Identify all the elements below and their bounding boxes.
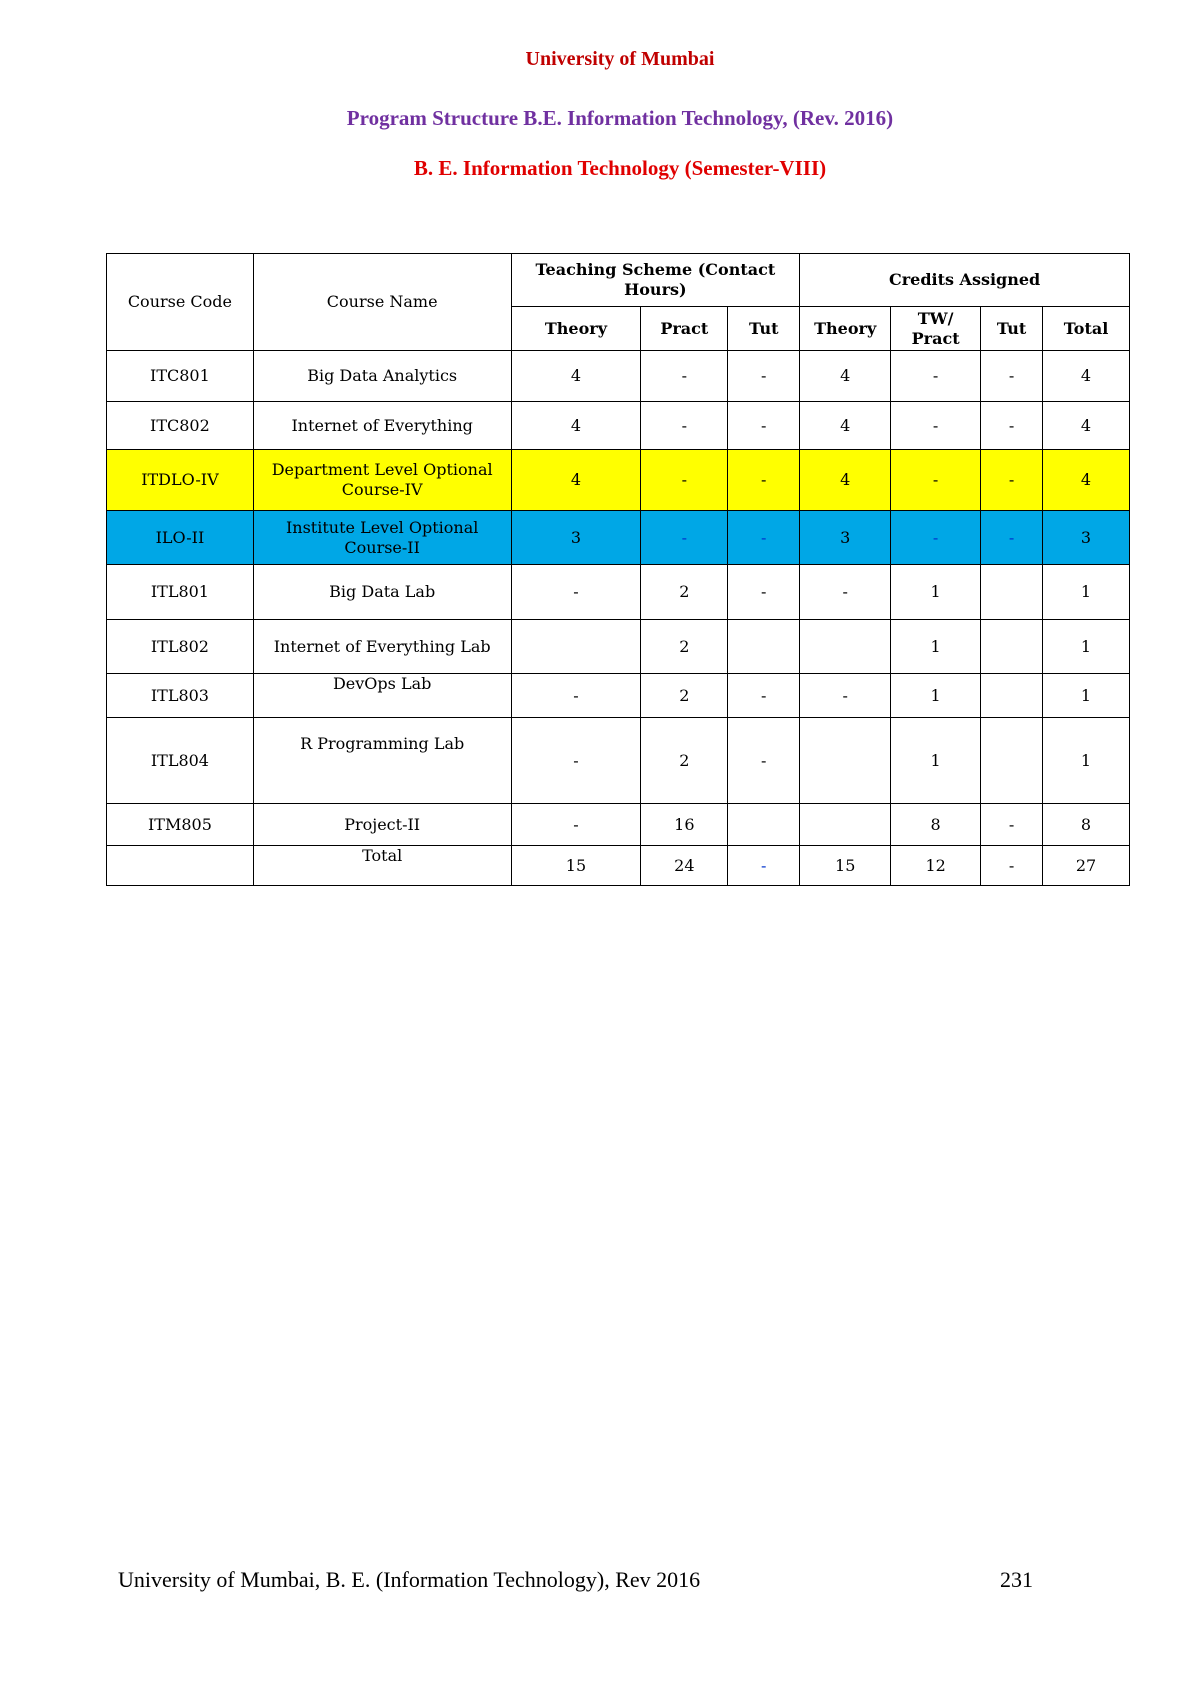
course-code: ITM805 [107, 804, 254, 846]
total-code [107, 846, 254, 886]
ts-tut: - [728, 565, 800, 620]
cr-theory-header: Theory [800, 307, 891, 351]
ts-pract-header: Pract [641, 307, 728, 351]
cr-theory: 4 [800, 450, 891, 511]
cr-theory: 4 [800, 351, 891, 402]
cr-twpract: 1 [891, 620, 981, 674]
cr-total: 4 [1043, 402, 1130, 450]
cr-twpract: - [891, 450, 981, 511]
ts-pract: - [641, 511, 728, 565]
cr-twpract: 1 [891, 565, 981, 620]
ts-theory: 4 [511, 450, 641, 511]
cr-theory: - [800, 565, 891, 620]
footer-text: University of Mumbai, B. E. (Information Technology), Rev 2016 [118, 1567, 701, 1592]
cr-total: 1 [1043, 620, 1130, 674]
course-name: DevOps Lab [253, 674, 511, 718]
ts-pract: 2 [641, 565, 728, 620]
ts-pract: 2 [641, 674, 728, 718]
ts-theory: - [511, 804, 641, 846]
table-row [107, 718, 1130, 804]
ts-tut: - [728, 511, 800, 565]
total-cr-theory: 15 [800, 846, 891, 886]
course-name: Big Data Lab [253, 565, 511, 620]
total-ts-pract: 24 [641, 846, 728, 886]
course-name: Project-II [253, 804, 511, 846]
ts-theory [511, 620, 641, 674]
course-scheme-table [106, 253, 1130, 886]
credits-assigned-header: Credits Assigned [800, 254, 1130, 307]
ts-pract: - [641, 351, 728, 402]
cr-tut [981, 565, 1043, 620]
cr-total: 4 [1043, 450, 1130, 511]
course-code: ITL803 [107, 674, 254, 718]
table-row [107, 804, 1130, 846]
course-name: Institute Level Optional Course-II [253, 511, 511, 565]
cr-theory [800, 718, 891, 804]
cr-tut: - [981, 402, 1043, 450]
university-title: University of Mumbai [525, 48, 715, 70]
cr-twpract-header: TW/ Pract [891, 307, 981, 351]
cr-tut: - [981, 351, 1043, 402]
table-row [107, 674, 1130, 718]
ts-tut: - [728, 351, 800, 402]
ts-theory: - [511, 565, 641, 620]
ts-theory: - [511, 718, 641, 804]
course-name: R Programming Lab [253, 718, 511, 804]
ts-tut-header: Tut [728, 307, 800, 351]
cr-tut [981, 620, 1043, 674]
cr-twpract: 1 [891, 718, 981, 804]
ts-tut: - [728, 402, 800, 450]
cr-tut-header: Tut [981, 307, 1043, 351]
cr-twpract: 1 [891, 674, 981, 718]
course-code-header: Course Code [107, 254, 254, 351]
cr-tut [981, 718, 1043, 804]
ts-tut: - [728, 674, 800, 718]
ts-pract: 2 [641, 718, 728, 804]
course-code: ITC802 [107, 402, 254, 450]
course-name: Big Data Analytics [253, 351, 511, 402]
cr-total: 1 [1043, 718, 1130, 804]
ts-pract: 16 [641, 804, 728, 846]
ts-tut [728, 804, 800, 846]
course-name-header: Course Name [253, 254, 511, 351]
cr-twpract: 8 [891, 804, 981, 846]
cr-twpract: - [891, 351, 981, 402]
ts-tut [728, 620, 800, 674]
total-ts-tut: - [728, 846, 800, 886]
page-number: 231 [1000, 1567, 1033, 1592]
ts-theory: 4 [511, 402, 641, 450]
table-row [107, 351, 1130, 402]
ts-pract: - [641, 402, 728, 450]
cr-total: 8 [1043, 804, 1130, 846]
table-header-row [107, 254, 1130, 307]
ts-theory: 4 [511, 351, 641, 402]
total-cr-tut: - [981, 846, 1043, 886]
total-label: Total [253, 846, 511, 886]
ts-theory: - [511, 674, 641, 718]
ts-tut: - [728, 718, 800, 804]
cr-total: 1 [1043, 565, 1130, 620]
semester-title: B. E. Information Technology (Semester-VIII) [413, 156, 827, 180]
ts-theory-header: Theory [511, 307, 641, 351]
course-name: Internet of Everything [253, 402, 511, 450]
table-total-row [107, 846, 1130, 886]
total-cr-total: 27 [1043, 846, 1130, 886]
course-code: ITC801 [107, 351, 254, 402]
course-code: ILO-II [107, 511, 254, 565]
cr-tut: - [981, 450, 1043, 511]
cr-total-header: Total [1043, 307, 1130, 351]
table-row [107, 620, 1130, 674]
cr-twpract: - [891, 402, 981, 450]
course-code: ITL804 [107, 718, 254, 804]
ts-tut: - [728, 450, 800, 511]
course-name: Department Level Optional Course-IV [253, 450, 511, 511]
cr-tut: - [981, 804, 1043, 846]
cr-total: 1 [1043, 674, 1130, 718]
table-row [107, 402, 1130, 450]
cr-tut [981, 674, 1043, 718]
program-title: Program Structure B.E. Information Technology, (Rev. 2016) [346, 106, 894, 130]
cr-theory [800, 620, 891, 674]
cr-theory: - [800, 674, 891, 718]
total-cr-twpract: 12 [891, 846, 981, 886]
cr-twpract: - [891, 511, 981, 565]
course-code: ITDLO-IV [107, 450, 254, 511]
cr-theory: 4 [800, 402, 891, 450]
course-name: Internet of Everything Lab [253, 620, 511, 674]
ts-pract: - [641, 450, 728, 511]
ts-pract: 2 [641, 620, 728, 674]
cr-theory: 3 [800, 511, 891, 565]
cr-total: 3 [1043, 511, 1130, 565]
ts-theory: 3 [511, 511, 641, 565]
total-ts-theory: 15 [511, 846, 641, 886]
cr-total: 4 [1043, 351, 1130, 402]
cr-theory [800, 804, 891, 846]
course-code: ITL802 [107, 620, 254, 674]
cr-tut: - [981, 511, 1043, 565]
table-row-dept-optional [107, 450, 1130, 511]
table-row [107, 565, 1130, 620]
teaching-scheme-header: Teaching Scheme (Contact Hours) [511, 254, 800, 307]
course-code: ITL801 [107, 565, 254, 620]
table-row-inst-optional [107, 511, 1130, 565]
